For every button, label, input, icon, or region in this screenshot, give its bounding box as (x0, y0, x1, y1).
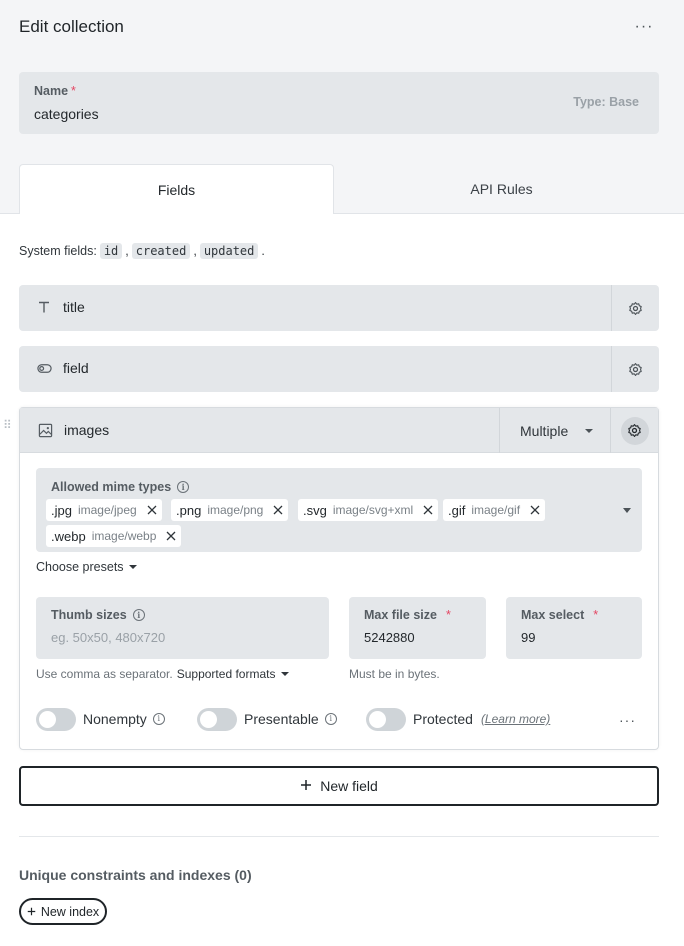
max-select-field[interactable] (506, 597, 642, 659)
info-icon: i (325, 713, 337, 725)
field-row-images-expanded (19, 407, 659, 750)
drag-handle-icon[interactable]: ⠿ (3, 418, 13, 432)
close-icon[interactable] (272, 504, 284, 516)
field-row-title[interactable] (19, 285, 659, 331)
required-mark: * (71, 84, 76, 98)
nonempty-switch[interactable] (36, 708, 76, 731)
close-icon[interactable] (146, 504, 158, 516)
thumb-sizes-field[interactable] (36, 597, 329, 659)
protected-switch[interactable] (366, 708, 406, 731)
toggle-presentable[interactable]: Presentable i (197, 707, 337, 731)
info-icon: i (177, 481, 189, 493)
mime-types-label: Allowed mime types i (51, 480, 189, 494)
close-icon[interactable] (529, 504, 541, 516)
field-settings-button[interactable] (611, 285, 659, 331)
toggle-nonempty[interactable]: Nonempty i (36, 707, 165, 731)
gear-icon (628, 301, 643, 316)
tab-api-rules[interactable]: API Rules (470, 181, 533, 197)
tab-fields[interactable]: Fields (19, 164, 334, 214)
presentable-switch[interactable] (197, 708, 237, 731)
max-file-size-help: Must be in bytes. (349, 667, 440, 681)
plus-icon (27, 905, 36, 919)
thumb-sizes-label: Thumb sizes i (51, 608, 145, 622)
new-index-button[interactable]: New index (19, 898, 107, 925)
mime-chip: .webp image/webp (46, 525, 181, 547)
text-icon (36, 299, 52, 315)
indexes-title: Unique constraints and indexes (0) (19, 867, 252, 883)
chevron-down-icon[interactable] (623, 508, 631, 513)
field-row-field[interactable] (19, 346, 659, 392)
name-label: Name * (34, 84, 76, 98)
chevron-down-icon (585, 429, 593, 433)
chevron-down-icon (129, 565, 137, 569)
gear-icon (628, 362, 643, 377)
name-value[interactable]: categories (34, 106, 99, 122)
thumb-sizes-input[interactable]: eg. 50x50, 480x720 (51, 630, 166, 645)
new-field-button[interactable]: New field (19, 766, 659, 806)
close-icon[interactable] (165, 530, 177, 542)
toggle-icon (36, 360, 52, 376)
field-name[interactable]: title (63, 299, 85, 315)
system-field-updated: updated (200, 243, 259, 259)
choose-presets-dropdown[interactable]: Choose presets (36, 560, 137, 574)
section-divider (19, 836, 659, 837)
plus-icon (300, 778, 312, 794)
thumb-sizes-help: Use comma as separator. Supported formats (36, 667, 289, 681)
multiplicity-select[interactable]: Multiple (499, 408, 610, 453)
mime-types-select[interactable] (36, 468, 642, 552)
field-row-images[interactable] (20, 408, 658, 453)
toggle-protected[interactable]: Protected (Learn more) (366, 707, 550, 731)
system-field-created: created (132, 243, 191, 259)
mime-chip: .png image/png (171, 499, 288, 521)
system-fields: System fields: id , created , updated . (19, 244, 265, 258)
system-field-id: id (100, 243, 122, 259)
mime-chip: .svg image/svg+xml (298, 499, 438, 521)
field-name[interactable]: images (64, 422, 110, 438)
field-settings-button[interactable] (611, 346, 659, 392)
page-title: Edit collection (19, 17, 124, 36)
max-select-input[interactable]: 99 (521, 630, 536, 645)
field-settings-button[interactable] (610, 408, 658, 453)
gear-icon (627, 423, 642, 438)
mime-chip: .gif image/gif (443, 499, 545, 521)
supported-formats-dropdown[interactable]: Supported formats (177, 667, 290, 681)
close-icon[interactable] (422, 504, 434, 516)
mime-chip: .jpg image/jpeg (46, 499, 162, 521)
learn-more-link[interactable]: (Learn more) (480, 712, 551, 726)
max-file-size-field[interactable] (349, 597, 486, 659)
max-select-label: Max select * (521, 608, 599, 622)
field-name[interactable]: field (63, 360, 89, 376)
more-options-button[interactable]: ··· (634, 18, 654, 35)
max-file-size-input[interactable]: 5242880 (364, 630, 415, 645)
name-field[interactable] (19, 72, 659, 134)
image-icon (37, 422, 53, 438)
max-file-size-label: Max file size * (364, 608, 451, 622)
field-more-button[interactable]: ··· (619, 712, 636, 728)
info-icon: i (153, 713, 165, 725)
info-icon: i (133, 609, 145, 621)
chevron-down-icon (281, 672, 289, 676)
type-label: Type: Base (573, 95, 639, 109)
